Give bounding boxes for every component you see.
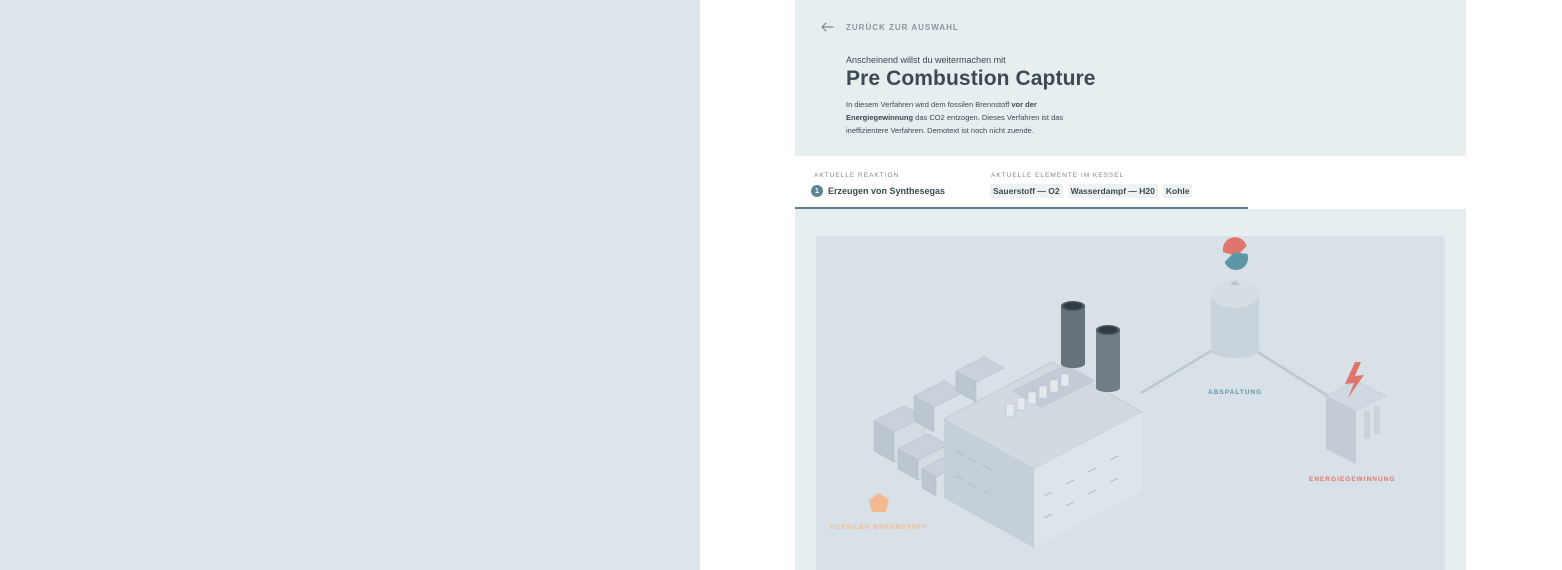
info-bar xyxy=(795,156,1466,209)
reaction-name: Erzeugen von Synthesegas xyxy=(828,186,946,196)
element-chip-oxygen: Sauerstoff — O2 xyxy=(990,184,1063,198)
plant-illustration xyxy=(816,236,1445,570)
step-badge: 1 xyxy=(811,185,823,197)
energy-label: ENERGIEGEWINNUNG xyxy=(1309,476,1396,483)
back-label: ZURÜCK ZUR AUSWAHL xyxy=(846,22,959,32)
element-chip-steam: Wasserdampf — H20 xyxy=(1068,184,1158,198)
back-to-selection-link[interactable] xyxy=(820,20,959,34)
fuel-label: FOSSILER BRENNSTOFF xyxy=(830,524,928,531)
separation-label: ABSPALTUNG xyxy=(1208,389,1263,396)
intro-text: Anscheinend willst du weitermachen mit xyxy=(846,55,1006,65)
process-scene xyxy=(816,236,1445,570)
process-description: In diesem Verfahren wird dem fossilen Brennstoff vor der Energiegewinnung das CO2 entzogen. Dieses Verfahren ist das ineffizientere Verfahren. Demotext ist noch nicht zuende. xyxy=(846,100,1064,135)
molecule-icon xyxy=(1220,236,1252,273)
element-list xyxy=(990,184,1192,198)
reaction-label: AKTUELLE REAKTION xyxy=(814,172,900,179)
elements-label: AKTUELLE ELEMENTE IM KESSEL xyxy=(991,172,1125,179)
pipe-to-generator xyxy=(1251,348,1336,401)
pipe-to-separator xyxy=(1141,348,1216,393)
progress-underline xyxy=(795,207,1248,209)
energy-generator xyxy=(1326,381,1386,464)
page-title: Pre Combustion Capture xyxy=(846,67,1096,90)
separation-tank xyxy=(1211,280,1259,358)
fuel-icon xyxy=(869,493,889,512)
current-reaction xyxy=(811,185,945,197)
left-pane xyxy=(0,0,700,570)
description-highlight: vor der Energiegewinnung xyxy=(846,100,1037,122)
element-chip-coal: Kohle xyxy=(1163,184,1193,198)
arrow-left-icon xyxy=(820,20,834,34)
